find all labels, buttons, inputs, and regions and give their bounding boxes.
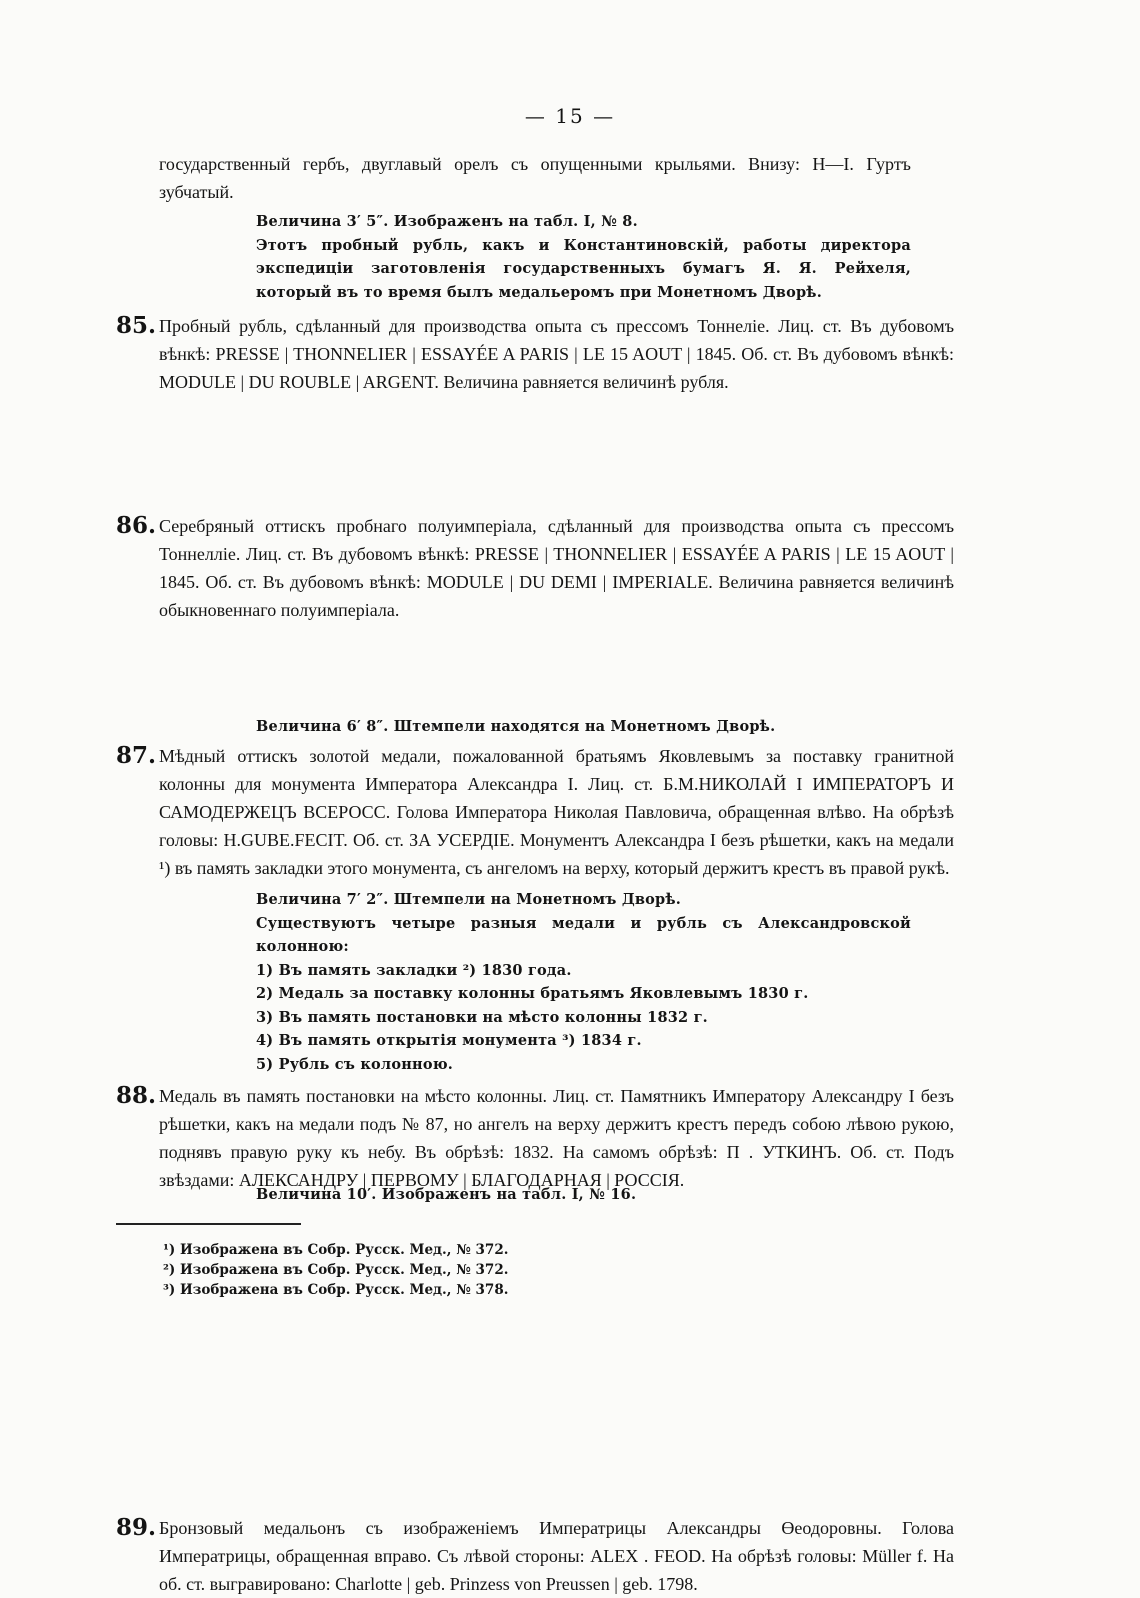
entry-89-note: Величина 10′. Изображенъ на табл. I, № 16. (256, 1186, 637, 1203)
intro-size-note: Величина 3′ 5″. Изображенъ на табл. I, № 8. (256, 213, 638, 230)
list-item: 1) Въ память закладки ²) 1830 года. (256, 961, 572, 979)
entry-text: Серебряный оттискъ пробнаго полуимперіала, сдѣланный для производства опыта съ прессомъ Тоннелліе. Лиц. ст. Въ дубовомъ вѣнкѣ: PRESSE | THONNELIER | ESSAYÉE A PARIS | LE 15 AOUT | 1845. Об. ст. Въ дубовомъ вѣнкѣ: MODULE | DU DEMI | IMPERIALE. Величина равняется величинѣ обыкновеннаго полуимперіала. (159, 516, 954, 620)
list-item: 2) Медаль за поставку колонны братьямъ Яковлевымъ 1830 г. (256, 985, 809, 1002)
footnote: ³) Изображена въ Собр. Русск. Мед., № 378. (163, 1282, 509, 1298)
intro-block (116, 150, 911, 206)
entry-85 (116, 312, 954, 396)
intro-continuation: государственный гербъ, двуглавый орелъ съ опущенными крыльями. Внизу: Н—I. Гуртъ зубчатый. (159, 154, 911, 202)
footnote: ²) Изображена въ Собр. Русск. Мед., № 372. (163, 1262, 509, 1278)
intro-notes (116, 210, 911, 304)
entry-88-notes (116, 888, 911, 1076)
entry-text: Мѣдный оттискъ золотой медали, пожалованной братьямъ Яковлевымъ за поставку гранитной колонны для монумента Императора Александра I. Лиц. ст. Б.М.НИКОЛАЙ I ИМПЕРАТОРЪ И САМОДЕРЖЕЦЪ ВСЕРОСС. Голова Императора Николая Павловича, обращенная влѣво. На обрѣзѣ головы: H.GUBE.FECIT. Об. ст. ЗА УСЕРДІЕ. Монументъ Александра I безъ рѣшетки, какъ на медали ¹) въ память закладки этого монумента, съ ангеломъ на верху, который держитъ крестъ въ правой рукѣ. (159, 746, 954, 878)
entry-88-list-intro: Существуютъ четыре разныя медали и рубль съ Александровской колонною: (256, 914, 911, 955)
entry-86 (116, 512, 954, 624)
entry-text: Медаль въ память постановки на мѣсто колонны. Лиц. ст. Памятникъ Императору Александру I безъ рѣшетки, какъ на медали подъ № 87, но ангелъ на верху держитъ крестъ передъ собою лѣвою рукою, поднявъ правую руку къ небу. Въ обрѣзѣ: 1832. На самомъ обрѣзѣ: П . УТКИНЪ. Об. ст. Подъ звѣздами: АЛЕКСАНДРУ | ПЕРВОМУ | БЛАГОДАРНАЯ | РОССІЯ. (159, 1086, 954, 1190)
entry-text: Бронзовый медальонъ съ изображеніемъ Императрицы Александры Өеодоровны. Голова Императрицы, обращенная вправо. Съ лѣвой стороны: ALEX . FEOD. На обрѣзѣ головы: Müller f. На об. ст. выгравировано: Charlotte | geb. Prinzess von Preussen | geb. 1798. (159, 1518, 954, 1594)
intro-comment: Этотъ пробный рубль, какъ и Константиновскій, работы директора экспедиціи заготовленія государственныхъ бумагъ Я. Я. Рейхеля, который въ то время былъ медальеромъ при Монетномъ Дворѣ. (256, 236, 911, 301)
entry-text: Пробный рубль, сдѣланный для производства опыта съ прессомъ Тоннеліе. Лиц. ст. Въ дубовомъ вѣнкѣ: PRESSE | THONNELIER | ESSAYÉE A PARIS | LE 15 AOUT | 1845. Об. ст. Въ дубовомъ вѣнкѣ: MODULE | DU ROUBLE | ARGENT. Величина равняется величинѣ рубля. (159, 316, 954, 392)
footnotes (163, 1240, 508, 1300)
list-item: 3) Въ память постановки на мѣсто колонны 1832 г. (256, 1008, 708, 1026)
entry-number: 88. (116, 1082, 157, 1109)
footnote-divider (116, 1223, 301, 1225)
entry-87 (116, 742, 954, 882)
entry-89-note-block (116, 1183, 911, 1207)
footnote: ¹) Изображена въ Собр. Русск. Мед., № 372. (163, 1242, 509, 1258)
entry-number: 86. (116, 512, 157, 539)
entry-87-note-block (116, 715, 911, 739)
list-item: 5) Рубль съ колонною. (256, 1055, 454, 1073)
entry-number: 87. (116, 742, 157, 769)
entry-number: 89. (116, 1514, 157, 1541)
list-item: 4) Въ память открытія монумента ³) 1834 г. (256, 1032, 642, 1049)
entry-88 (116, 1082, 954, 1194)
page-number: — 15 — (524, 104, 616, 128)
entry-number: 85. (116, 312, 157, 339)
entry-89 (116, 1514, 954, 1598)
entry-88-note: Величина 7′ 2″. Штемпели на Монетномъ Дворѣ. (256, 891, 682, 908)
entry-87-note: Величина 6′ 8″. Штемпели находятся на Монетномъ Дворѣ. (256, 718, 776, 735)
